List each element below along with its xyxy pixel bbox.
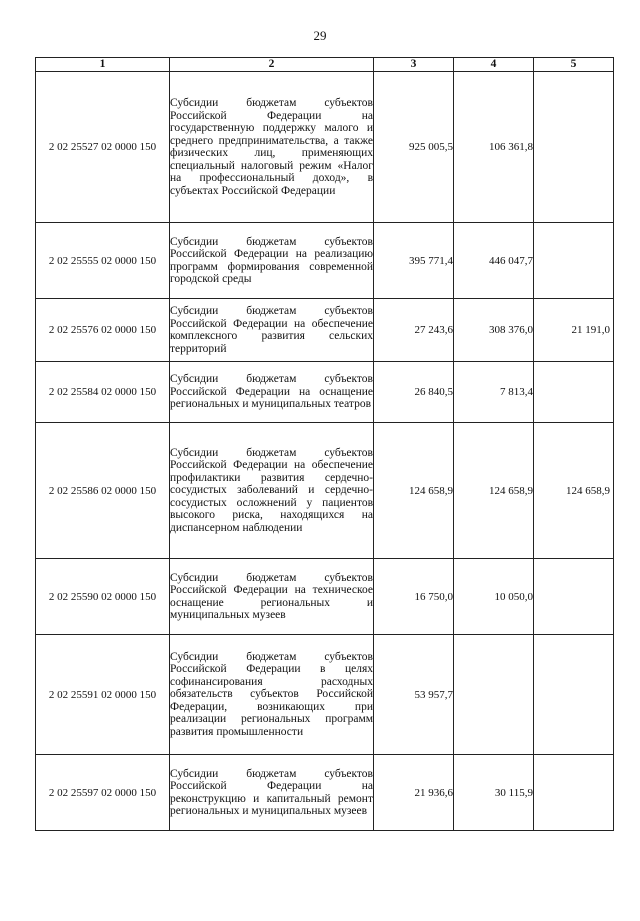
amount-col-4: 124 658,9 xyxy=(454,423,534,559)
header-col-1: 1 xyxy=(36,58,170,72)
amount-col-4 xyxy=(454,635,534,755)
header-row xyxy=(36,58,614,72)
amount-col-5 xyxy=(534,755,614,831)
description: Субсидии бюджетам субъектов Российской Федерации на государственную поддержку малого и среднего предпринимательства, а также физических лиц, применяющих специальный налоговый режим «Налог на профессиональный доход», в субъектах Российской Федерации xyxy=(170,72,374,223)
budget-code: 2 02 25584 02 0000 150 xyxy=(36,362,170,423)
description: Субсидии бюджетам субъектов Российской Федерации на обеспечение профилактики развития сердечно-сосудистых заболеваний и сердечно-сосудистых осложнений у пациентов высокого риска, находящихся на диспансерном наблюдении xyxy=(170,423,374,559)
table-row xyxy=(36,423,614,559)
amount-col-4: 30 115,9 xyxy=(454,755,534,831)
amount-col-3: 124 658,9 xyxy=(374,423,454,559)
description: Субсидии бюджетам субъектов Российской Федерации на оснащение региональных и муниципальных театров xyxy=(170,362,374,423)
amount-col-5: 124 658,9 xyxy=(534,423,614,559)
budget-code: 2 02 25576 02 0000 150 xyxy=(36,299,170,362)
budget-code: 2 02 25527 02 0000 150 xyxy=(36,72,170,223)
budget-table xyxy=(35,57,614,831)
amount-col-4: 106 361,8 xyxy=(454,72,534,223)
budget-code: 2 02 25591 02 0000 150 xyxy=(36,635,170,755)
table-row xyxy=(36,72,614,223)
description: Субсидии бюджетам субъектов Российской Федерации на техническое оснащение региональных и муниципальных музеев xyxy=(170,559,374,635)
amount-col-5 xyxy=(534,559,614,635)
amount-col-4: 446 047,7 xyxy=(454,223,534,299)
amount-col-3: 395 771,4 xyxy=(374,223,454,299)
description: Субсидии бюджетам субъектов Российской Федерации на обеспечение комплексного развития сельских территорий xyxy=(170,299,374,362)
amount-col-5 xyxy=(534,362,614,423)
description: Субсидии бюджетам субъектов Российской Федерации на реализацию программ формирования современной городской среды xyxy=(170,223,374,299)
header-col-3: 3 xyxy=(374,58,454,72)
table-row xyxy=(36,559,614,635)
amount-col-3: 27 243,6 xyxy=(374,299,454,362)
header-col-4: 4 xyxy=(454,58,534,72)
amount-col-3: 26 840,5 xyxy=(374,362,454,423)
amount-col-5 xyxy=(534,72,614,223)
table-row xyxy=(36,362,614,423)
table-row xyxy=(36,755,614,831)
table-row xyxy=(36,299,614,362)
table-row xyxy=(36,635,614,755)
amount-col-4: 10 050,0 xyxy=(454,559,534,635)
amount-col-5: 21 191,0 xyxy=(534,299,614,362)
budget-code: 2 02 25586 02 0000 150 xyxy=(36,423,170,559)
budget-code: 2 02 25597 02 0000 150 xyxy=(36,755,170,831)
amount-col-5 xyxy=(534,635,614,755)
amount-col-3: 21 936,6 xyxy=(374,755,454,831)
amount-col-5 xyxy=(534,223,614,299)
description: Субсидии бюджетам субъектов Российской Федерации на реконструкцию и капитальный ремонт региональных и муниципальных музеев xyxy=(170,755,374,831)
page-number: 29 xyxy=(313,28,327,43)
header-col-5: 5 xyxy=(534,58,614,72)
table-row xyxy=(36,223,614,299)
budget-code: 2 02 25555 02 0000 150 xyxy=(36,223,170,299)
budget-code: 2 02 25590 02 0000 150 xyxy=(36,559,170,635)
amount-col-3: 16 750,0 xyxy=(374,559,454,635)
amount-col-4: 308 376,0 xyxy=(454,299,534,362)
amount-col-3: 53 957,7 xyxy=(374,635,454,755)
header-col-2: 2 xyxy=(170,58,374,72)
amount-col-4: 7 813,4 xyxy=(454,362,534,423)
description: Субсидии бюджетам субъектов Российской Федерации в целях софинансирования расходных обязательств субъектов Российской Федерации, возникающих при реализации региональных программ развития промышленности xyxy=(170,635,374,755)
amount-col-3: 925 005,5 xyxy=(374,72,454,223)
